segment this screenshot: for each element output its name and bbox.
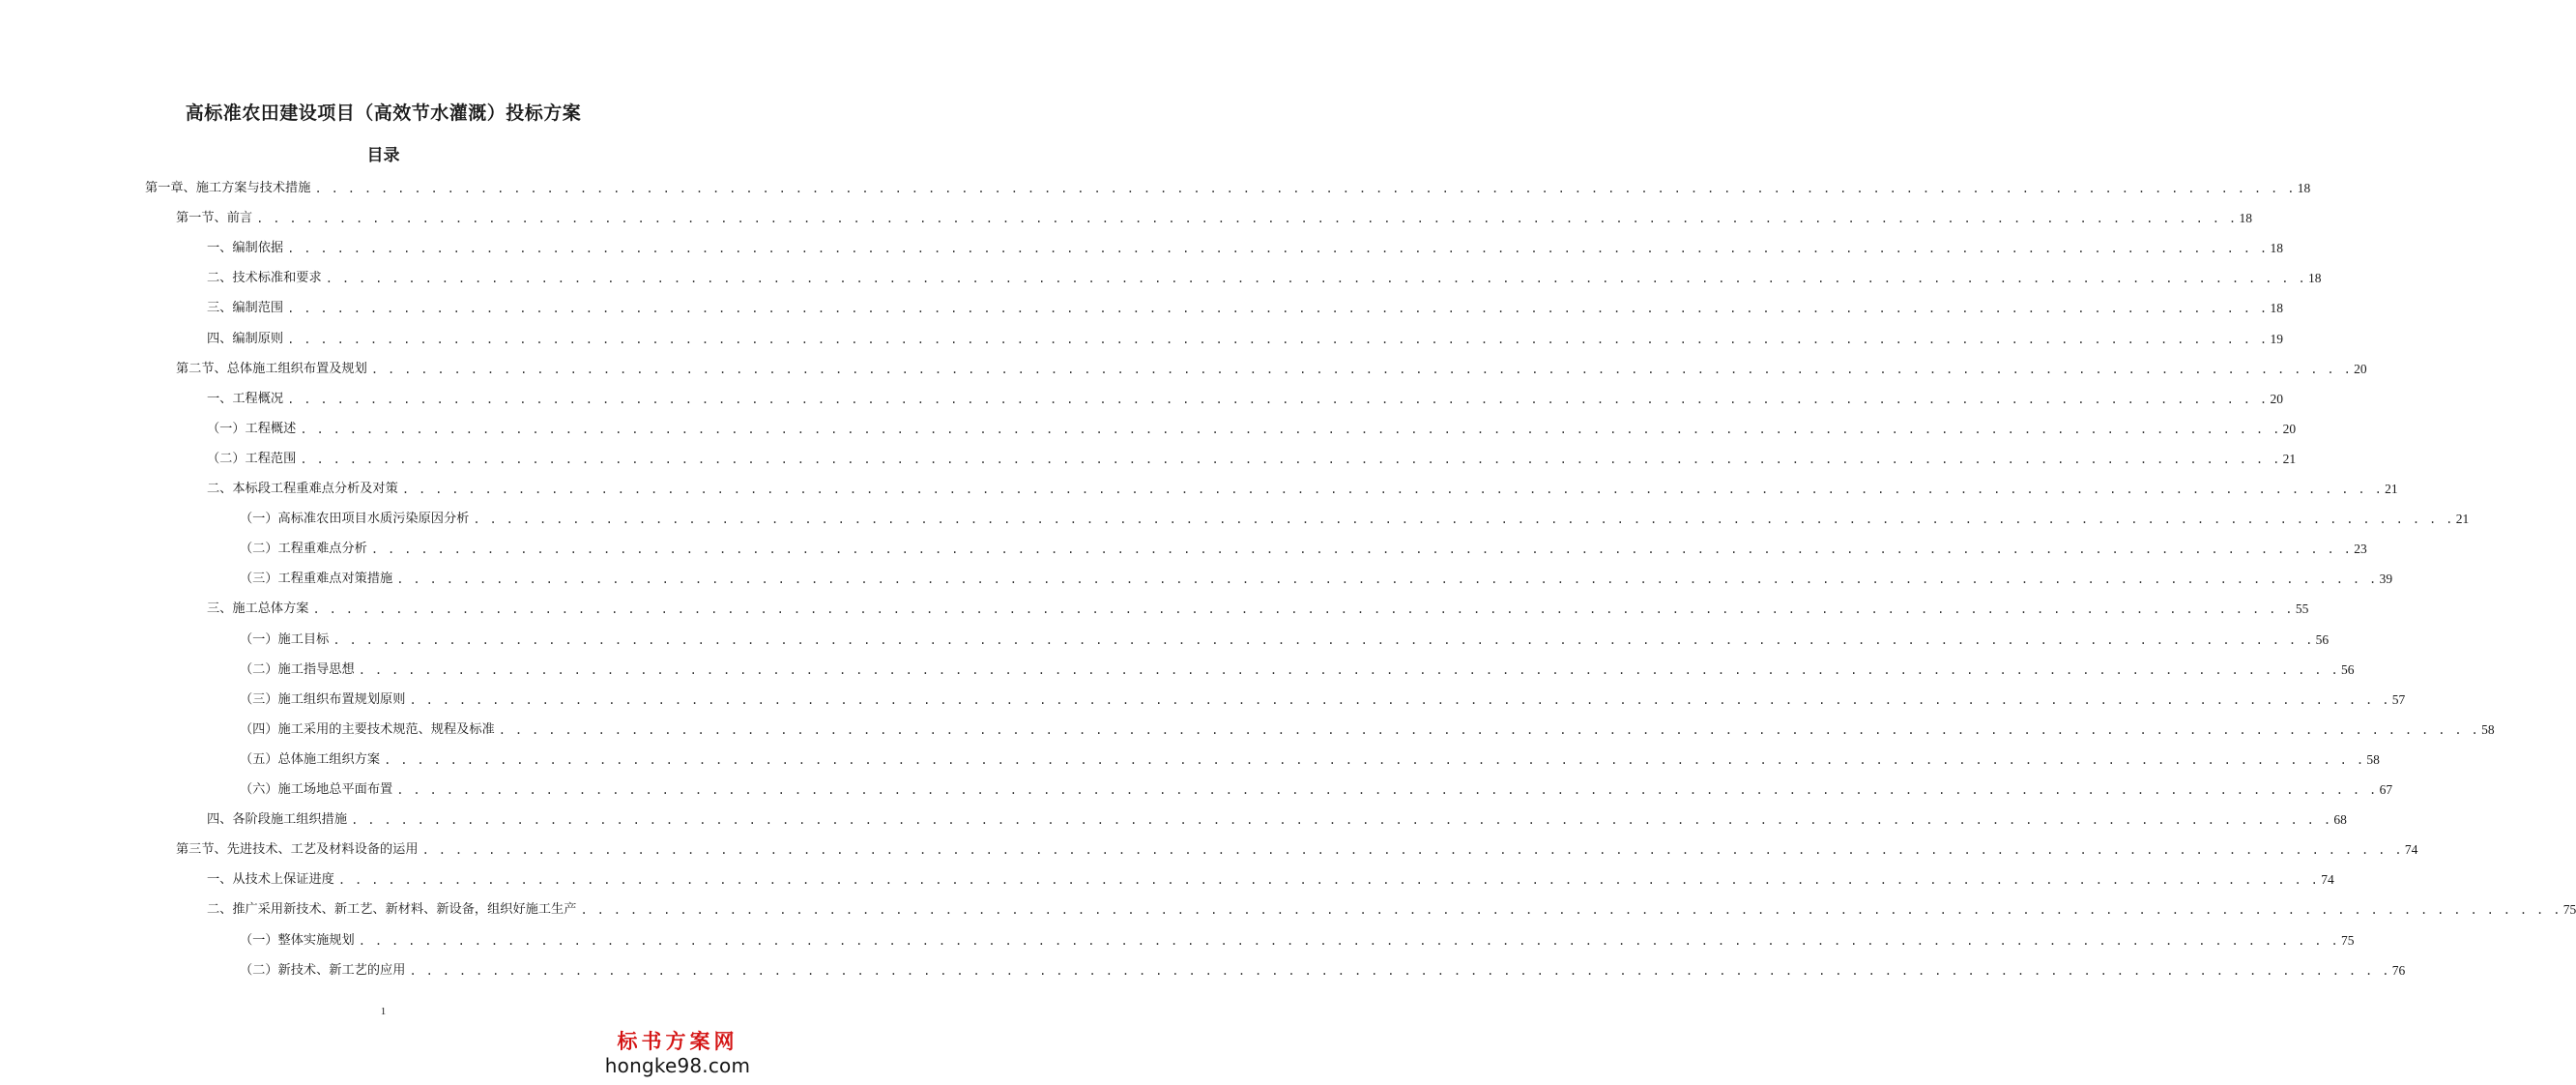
toc-entry[interactable] xyxy=(240,776,2393,805)
toc-entry[interactable] xyxy=(240,716,2495,745)
toc-dot-leader: . . . . . . . . . . . . . . . . . . . . . . . . . . . . . . . . . . . . . . . . . . . . . . . . . . . . . . . . . . . . . . . . . . . . . . . . . . . . . . . . . . . . . . . . . . . . . . . . . . . . . . . . . . . . . . . . . . . . . . . . xyxy=(312,602,2294,617)
toc-entry[interactable] xyxy=(207,445,2297,474)
toc-entry[interactable] xyxy=(207,806,2347,835)
toc-entry[interactable] xyxy=(240,656,2355,685)
toc-entry-title: 三、编制范围 xyxy=(207,301,284,316)
site-watermark-logo xyxy=(600,1029,755,1077)
toc-dot-leader: . . . . . . . . . . . . . . . . . . . . . . . . . . . . . . . . . . . . . . . . . . . . . . . . . . . . . . . . . . . . . . . . . . . . . . . . . . . . . . . . . . . . . . . . . . . . . . . . . . . . . . . . . . . . . . . . . . . . . . . . xyxy=(580,903,2562,918)
toc-entry-title: （二）工程重难点分析 xyxy=(240,542,367,557)
toc-dot-leader: . . . . . . . . . . . . . . . . . . . . . . . . . . . . . . . . . . . . . . . . . . . . . . . . . . . . . . . . . . . . . . . . . . . . . . . . . . . . . . . . . . . . . . . . . . . . . . . . . . . . . . . . . . . . . . . . . . . . . . . . xyxy=(409,692,2390,707)
toc-dot-leader: . . . . . . . . . . . . . . . . . . . . . . . . . . . . . . . . . . . . . . . . . . . . . . . . . . . . . . . . . . . . . . . . . . . . . . . . . . . . . . . . . . . . . . . . . . . . . . . . . . . . . . . . . . . . . . . . . . . . . . . . xyxy=(358,662,2340,677)
toc-entry-title: 四、各阶段施工组织措施 xyxy=(207,812,348,828)
toc-entry-page: 21 xyxy=(2455,512,2470,527)
page-number: 1 xyxy=(380,1006,387,1017)
toc-entry[interactable] xyxy=(240,535,2367,564)
toc-dot-leader: . . . . . . . . . . . . . . . . . . . . . . . . . . . . . . . . . . . . . . . . . . . . . . . . . . . . . . . . . . . . . . . . . . . . . . . . . . . . . . . . . . . . . . . . . . . . . . . . . . . . . . . . . . . . . . . . . . . . . . . . xyxy=(351,813,2332,828)
document-title: 高标准农田建设项目（高效节水灌溉）投标方案 xyxy=(185,103,582,124)
toc-entry-title: 第一章、施工方案与技术措施 xyxy=(145,181,311,195)
toc-entry-page: 56 xyxy=(2315,631,2330,647)
toc-entry-page: 75 xyxy=(2341,932,2355,948)
toc-entry-title: 四、编制原则 xyxy=(207,331,284,346)
toc-entry[interactable] xyxy=(176,355,2367,384)
toc-entry-title: 二、本标段工程重难点分析及对策 xyxy=(207,482,398,496)
toc-dot-leader: . . . . . . . . . . . . . . . . . . . . . . . . . . . . . . . . . . . . . . . . . . . . . . . . . . . . . . . . . . . . . . . . . . . . . . . . . . . . . . . . . . . . . . . . . . . . . . . . . . . . . . . . . . . . . . . . . . . . . . . . xyxy=(300,422,2281,436)
toc-entry-page: 18 xyxy=(2297,181,2311,195)
toc-entry-title: 一、从技术上保证进度 xyxy=(207,872,334,888)
toc-dot-leader: . . . . . . . . . . . . . . . . . . . . . . . . . . . . . . . . . . . . . . . . . . . . . . . . . . . . . . . . . . . . . . . . . . . . . . . . . . . . . . . . . . . . . . . . . . . . . . . . . . . . . . . . . . . . . . . . . . . . . . . . xyxy=(256,212,2238,226)
toc-dot-leader: . . . . . . . . . . . . . . . . . . . . . . . . . . . . . . . . . . . . . . . . . . . . . . . . . . . . . . . . . . . . . . . . . . . . . . . . . . . . . . . . . . . . . . . . . . . . . . . . . . . . . . . . . . . . . . . . . . . . . . . . xyxy=(314,182,2296,195)
toc-dot-leader: . . . . . . . . . . . . . . . . . . . . . . . . . . . . . . . . . . . . . . . . . . . . . . . . . . . . . . . . . . . . . . . . . . . . . . . . . . . . . . . . . . . . . . . . . . . . . . . . . . . . . . . . . . . . . . . . . . . . . . . . xyxy=(421,843,2403,858)
toc-entry-title: （一）工程概述 xyxy=(207,421,297,436)
toc-entry[interactable] xyxy=(240,956,2406,985)
toc-entry[interactable] xyxy=(240,746,2380,775)
toc-entry-page: 18 xyxy=(2239,211,2252,226)
toc-dot-leader: . . . . . . . . . . . . . . . . . . . . . . . . . . . . . . . . . . . . . . . . . . . . . . . . . . . . . . . . . . . . . . . . . . . . . . . . . . . . . . . . . . . . . . . . . . . . . . . . . . . . . . . . . . . . . . . . . . . . . . . . xyxy=(333,632,2314,647)
toc-entry[interactable] xyxy=(207,595,2309,624)
toc-dot-leader: . . . . . . . . . . . . . . . . . . . . . . . . . . . . . . . . . . . . . . . . . . . . . . . . . . . . . . . . . . . . . . . . . . . . . . . . . . . . . . . . . . . . . . . . . . . . . . . . . . . . . . . . . . . . . . . . . . . . . . . . xyxy=(396,572,2378,587)
toc-entry[interactable] xyxy=(207,294,2283,323)
watermark-cn-text: 标书方案网 xyxy=(617,1029,738,1053)
toc-dot-leader: . . . . . . . . . . . . . . . . . . . . . . . . . . . . . . . . . . . . . . . . . . . . . . . . . . . . . . . . . . . . . . . . . . . . . . . . . . . . . . . . . . . . . . . . . . . . . . . . . . . . . . . . . . . . . . . . . . . . . . . . xyxy=(287,332,2269,346)
toc-entry-page: 20 xyxy=(2354,361,2367,376)
toc-dot-leader: . . . . . . . . . . . . . . . . . . . . . . . . . . . . . . . . . . . . . . . . . . . . . . . . . . . . . . . . . . . . . . . . . . . . . . . . . . . . . . . . . . . . . . . . . . . . . . . . . . . . . . . . . . . . . . . . . . . . . . . . xyxy=(384,752,2365,767)
toc-entry-title: （一）整体实施规划 xyxy=(240,932,355,948)
toc-entry-page: 56 xyxy=(2341,661,2355,677)
toc-entry[interactable] xyxy=(207,415,2297,444)
toc-entry[interactable] xyxy=(207,385,2283,414)
toc-entry-page: 68 xyxy=(2333,812,2347,828)
toc-entry[interactable] xyxy=(240,565,2393,594)
toc-dot-leader: . . . . . . . . . . . . . . . . . . . . . . . . . . . . . . . . . . . . . . . . . . . . . . . . . . . . . . . . . . . . . . . . . . . . . . . . . . . . . . . . . . . . . . . . . . . . . . . . . . . . . . . . . . . . . . . . . . . . . . . . xyxy=(337,873,2320,888)
toc-entry[interactable] xyxy=(207,234,2283,263)
toc-entry-title: 二、推广采用新技术、新工艺、新材料、新设备，组织好施工生产 xyxy=(207,902,577,918)
toc-entry-page: 20 xyxy=(2270,391,2283,406)
toc-entry-title: 三、施工总体方案 xyxy=(207,601,309,617)
toc-entry[interactable] xyxy=(207,865,2334,894)
toc-entry[interactable] xyxy=(240,626,2330,655)
toc-entry[interactable] xyxy=(240,926,2355,955)
toc-entry-page: 55 xyxy=(2295,601,2309,617)
toc-dot-leader: . . . . . . . . . . . . . . . . . . . . . . . . . . . . . . . . . . . . . . . . . . . . . . . . . . . . . . . . . . . . . . . . . . . . . . . . . . . . . . . . . . . . . . . . . . . . . . . . . . . . . . . . . . . . . . . . . . . . . . . . xyxy=(300,452,2281,466)
toc-dot-leader: . . . . . . . . . . . . . . . . . . . . . . . . . . . . . . . . . . . . . . . . . . . . . . . . . . . . . . . . . . . . . . . . . . . . . . . . . . . . . . . . . . . . . . . . . . . . . . . . . . . . . . . . . . . . . . . . . . . . . . . . xyxy=(498,722,2480,737)
toc-entry-page: 18 xyxy=(2270,301,2283,316)
toc-entry[interactable] xyxy=(240,686,2406,715)
toc-entry-page: 74 xyxy=(2321,872,2334,888)
toc-entry-page: 19 xyxy=(2270,331,2283,346)
toc-entry-title: （二）施工指导思想 xyxy=(240,661,355,677)
toc-entry[interactable] xyxy=(207,325,2283,354)
toc-entry-title: 第三节、先进技术、工艺及材料设备的运用 xyxy=(176,842,419,858)
toc-entry-title: （五）总体施工组织方案 xyxy=(240,751,381,767)
toc-entry-page: 23 xyxy=(2354,542,2367,557)
toc-entry-page: 21 xyxy=(2385,482,2398,496)
toc-entry-title: （六）施工场地总平面布置 xyxy=(240,782,393,797)
toc-entry[interactable] xyxy=(145,174,2311,203)
toc-dot-leader: . . . . . . . . . . . . . . . . . . . . . . . . . . . . . . . . . . . . . . . . . . . . . . . . . . . . . . . . . . . . . . . . . . . . . . . . . . . . . . . . . . . . . . . . . . . . . . . . . . . . . . . . . . . . . . . . . . . . . . . . xyxy=(370,362,2353,376)
toc-entry-page: 58 xyxy=(2366,751,2380,767)
toc-entry-page: 74 xyxy=(2404,842,2418,858)
toc-dot-leader: . . . . . . . . . . . . . . . . . . . . . . . . . . . . . . . . . . . . . . . . . . . . . . . . . . . . . . . . . . . . . . . . . . . . . . . . . . . . . . . . . . . . . . . . . . . . . . . . . . . . . . . . . . . . . . . . . . . . . . . . xyxy=(409,963,2390,978)
toc-entry[interactable] xyxy=(240,505,2470,534)
toc-entry[interactable] xyxy=(176,836,2418,865)
toc-entry-title: （二）工程范围 xyxy=(207,451,297,466)
toc-entry-title: （一）高标准农田项目水质污染原因分析 xyxy=(240,512,470,527)
toc-entry-page: 20 xyxy=(2282,421,2297,436)
toc-entry-page: 18 xyxy=(2308,271,2322,286)
toc-entry-title: （三）施工组织布置规划原则 xyxy=(240,691,406,707)
toc-dot-leader: . . . . . . . . . . . . . . . . . . . . . . . . . . . . . . . . . . . . . . . . . . . . . . . . . . . . . . . . . . . . . . . . . . . . . . . . . . . . . . . . . . . . . . . . . . . . . . . . . . . . . . . . . . . . . . . . . . . . . . . . xyxy=(287,392,2269,406)
toc-entry[interactable] xyxy=(207,475,2398,504)
toc-dot-leader: . . . . . . . . . . . . . . . . . . . . . . . . . . . . . . . . . . . . . . . . . . . . . . . . . . . . . . . . . . . . . . . . . . . . . . . . . . . . . . . . . . . . . . . . . . . . . . . . . . . . . . . . . . . . . . . . . . . . . . . . xyxy=(370,542,2353,557)
toc-dot-leader: . . . . . . . . . . . . . . . . . . . . . . . . . . . . . . . . . . . . . . . . . . . . . . . . . . . . . . . . . . . . . . . . . . . . . . . . . . . . . . . . . . . . . . . . . . . . . . . . . . . . . . . . . . . . . . . . . . . . . . . . xyxy=(358,933,2340,948)
toc-heading: 目录 xyxy=(366,146,400,165)
toc-entry[interactable] xyxy=(207,264,2322,293)
toc-entry-title: 二、技术标准和要求 xyxy=(207,271,322,286)
toc-entry-page: 57 xyxy=(2391,691,2406,707)
toc-dot-leader: . . . . . . . . . . . . . . . . . . . . . . . . . . . . . . . . . . . . . . . . . . . . . . . . . . . . . . . . . . . . . . . . . . . . . . . . . . . . . . . . . . . . . . . . . . . . . . . . . . . . . . . . . . . . . . . . . . . . . . . . xyxy=(396,783,2378,797)
toc-entry-title: （一）施工目标 xyxy=(240,631,330,647)
toc-entry-page: 76 xyxy=(2391,962,2406,978)
toc-entry-page: 18 xyxy=(2270,241,2283,256)
toc-entry-page: 21 xyxy=(2282,451,2297,466)
toc-entry-page: 75 xyxy=(2562,902,2576,918)
toc-entry[interactable] xyxy=(207,895,2576,924)
toc-entry-title: 一、工程概况 xyxy=(207,391,284,406)
toc-entry-title: （二）新技术、新工艺的应用 xyxy=(240,962,406,978)
toc-entry-page: 67 xyxy=(2379,782,2393,797)
toc-dot-leader: . . . . . . . . . . . . . . . . . . . . . . . . . . . . . . . . . . . . . . . . . . . . . . . . . . . . . . . . . . . . . . . . . . . . . . . . . . . . . . . . . . . . . . . . . . . . . . . . . . . . . . . . . . . . . . . . . . . . . . . . xyxy=(287,302,2269,316)
toc-entry-page: 58 xyxy=(2481,721,2495,737)
toc-entry-title: （四）施工采用的主要技术规范、规程及标准 xyxy=(240,721,495,737)
toc-entry-page: 39 xyxy=(2379,572,2393,587)
toc-dot-leader: . . . . . . . . . . . . . . . . . . . . . . . . . . . . . . . . . . . . . . . . . . . . . . . . . . . . . . . . . . . . . . . . . . . . . . . . . . . . . . . . . . . . . . . . . . . . . . . . . . . . . . . . . . . . . . . . . . . . . . . . xyxy=(287,242,2269,256)
toc-dot-leader: . . . . . . . . . . . . . . . . . . . . . . . . . . . . . . . . . . . . . . . . . . . . . . . . . . . . . . . . . . . . . . . . . . . . . . . . . . . . . . . . . . . . . . . . . . . . . . . . . . . . . . . . . . . . . . . . . . . . . . . . xyxy=(473,513,2454,527)
toc-entry[interactable] xyxy=(176,204,2252,233)
toc-entry-title: 一、编制依据 xyxy=(207,241,284,256)
toc-dot-leader: . . . . . . . . . . . . . . . . . . . . . . . . . . . . . . . . . . . . . . . . . . . . . . . . . . . . . . . . . . . . . . . . . . . . . . . . . . . . . . . . . . . . . . . . . . . . . . . . . . . . . . . . . . . . . . . . . . . . . . . . xyxy=(325,272,2307,286)
toc-dot-leader: . . . . . . . . . . . . . . . . . . . . . . . . . . . . . . . . . . . . . . . . . . . . . . . . . . . . . . . . . . . . . . . . . . . . . . . . . . . . . . . . . . . . . . . . . . . . . . . . . . . . . . . . . . . . . . . . . . . . . . . . xyxy=(401,483,2384,496)
toc-entry-title: 第一节、前言 xyxy=(176,211,253,226)
watermark-en-text: hongke98.com xyxy=(604,1054,751,1077)
toc-entry-title: 第二节、总体施工组织布置及规划 xyxy=(176,361,367,376)
toc-entry-title: （三）工程重难点对策措施 xyxy=(240,572,393,587)
